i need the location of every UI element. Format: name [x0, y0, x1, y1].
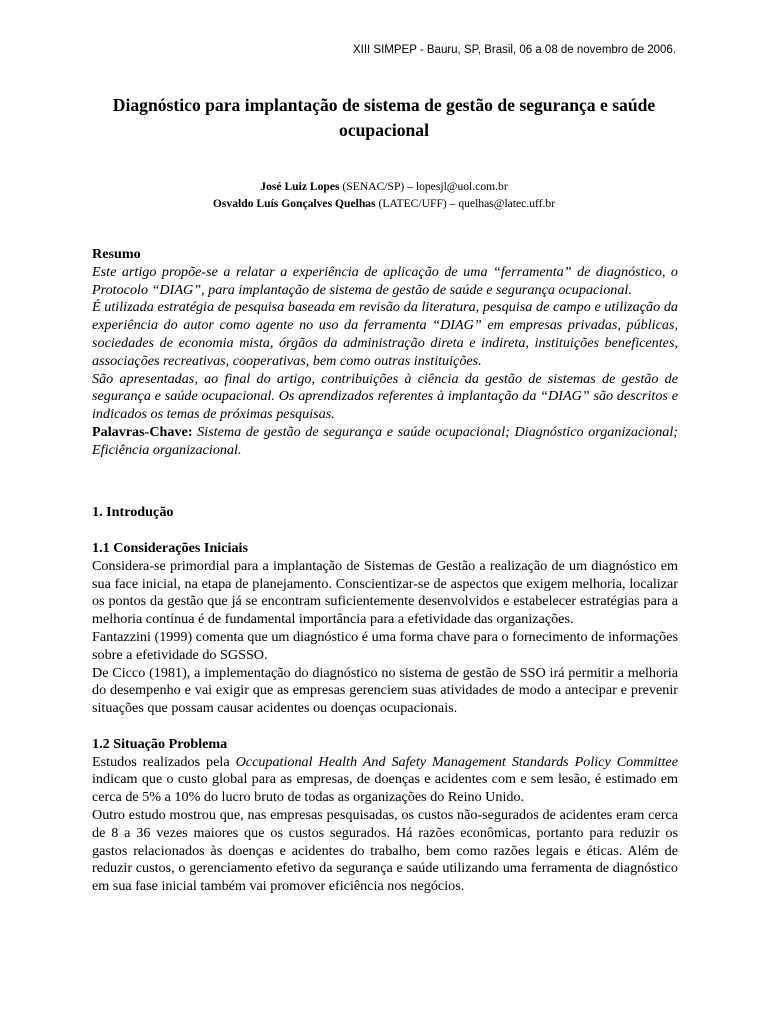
author-block: [90, 179, 678, 212]
author-name: Osvaldo Luís Gonçalves Quelhas: [212, 196, 376, 210]
text-run: indicam que o custo global para as empresas, de doenças e acidentes com e sem lesão, é estimado em cerca de 5% a 10% do lucro bruto de todas as organizações do Reino Unido.: [92, 771, 678, 806]
abstract-paragraph: Este artigo propõe-se a relatar a experiência de aplicação de uma “ferramenta” de diagnóstico, o Protocolo “DIAG”, para implantação de sistema de gestão de saúde e segurança ocupacional.: [92, 263, 678, 298]
abstract-paragraph: É utilizada estratégia de pesquisa baseada em revisão da literatura, pesquisa de campo e utilização da experiência do autor como agente no uso da ferramenta “DIAG” em empresas privadas, públicas, sociedades de economia mista, órgãos da administração direta e indireta, instituições beneficentes, associações recreativas, cooperativas, bem como outras instituições.: [92, 299, 678, 369]
body-paragraph: Considera-se primordial para a implantação de Sistemas de Gestão a realização de um diagnóstico em sua face inicial, na etapa de planejamento. Conscientizar-se de aspectos que exigem melhoria, localizar os pontos da gestão que já se encontram suficientemente desenvolvidos e estabelecer estratégias para a melhoria contínua é de fundamental importância para a efetividade das organizações.: [92, 557, 678, 628]
section-heading: 1. Introdução: [92, 504, 174, 521]
author-line: [90, 196, 678, 213]
body-paragraph: Fantazzini (1999) comenta que um diagnóstico é uma forma chave para o fornecimento de informações sobre a efetividade do SGSSO.: [92, 628, 678, 663]
committee-name: Occupational Health And Safety Management Standards Policy Committee: [235, 753, 678, 770]
subsection-heading: 1.1 Considerações Iniciais: [92, 539, 248, 556]
body-paragraph: [92, 754, 678, 807]
abstract-heading: Resumo: [92, 246, 141, 262]
author-name: José Luiz Lopes: [260, 180, 340, 193]
keywords-text: Sistema de gestão de segurança e saúde ocupacional; Diagnóstico organizacional; Eficiência organizacional.: [92, 423, 678, 458]
author-line: [90, 179, 678, 196]
author-affiliation: (SENAC/SP) – lopesjl@uol.com.br: [339, 180, 508, 193]
text-run: Estudos realizados pela: [92, 753, 236, 770]
body-paragraph: Outro estudo mostrou que, nas empresas pesquisadas, os custos não-segurados de acidentes eram cerca de 8 a 36 vezes maiores que os custos segurados. Há razões econômicas, portanto para reduzir os gastos relacionados às doenças e acidentes do trabalho, bem como razões legais e éticas. Além de reduzir custos, o gerenciamento efetivo da segurança e saúde utilizando uma ferramenta de diagnóstico em sua fase inicial também vai promover eficiência nos negócios.: [92, 806, 678, 895]
subsection-heading: 1.2 Situação Problema: [92, 735, 228, 752]
paper-body: [92, 246, 678, 896]
running-header: XIII SIMPEP - Bauru, SP, Brasil, 06 a 08 de novembro de 2006.: [352, 44, 676, 56]
abstract-paragraph: São apresentadas, ao final do artigo, contribuições à ciência da gestão de sistemas de gestão de segurança e saúde ocupacional. Os aprendizados referentes à implantação da “DIAG” são descritos e indicados os temas de próximas pesquisas.: [92, 370, 678, 423]
body-paragraph: De Cicco (1981), a implementação do diagnóstico no sistema de gestão de SSO irá permitir a melhoria do desempenho e vai exigir que as empresas gerenciem suas atividades de modo a antecipar e prevenir situações que possam causar acidentes ou doenças ocupacionais.: [92, 664, 678, 717]
author-affiliation: (LATEC/UFF) – quelhas@latec.uff.br: [375, 196, 556, 210]
keywords-label: Palavras-Chave:: [92, 423, 193, 440]
paper-title: Diagnóstico para implantação de sistema de gestão de segurança e saúde ocupacional: [112, 95, 656, 140]
keywords: [92, 424, 678, 460]
